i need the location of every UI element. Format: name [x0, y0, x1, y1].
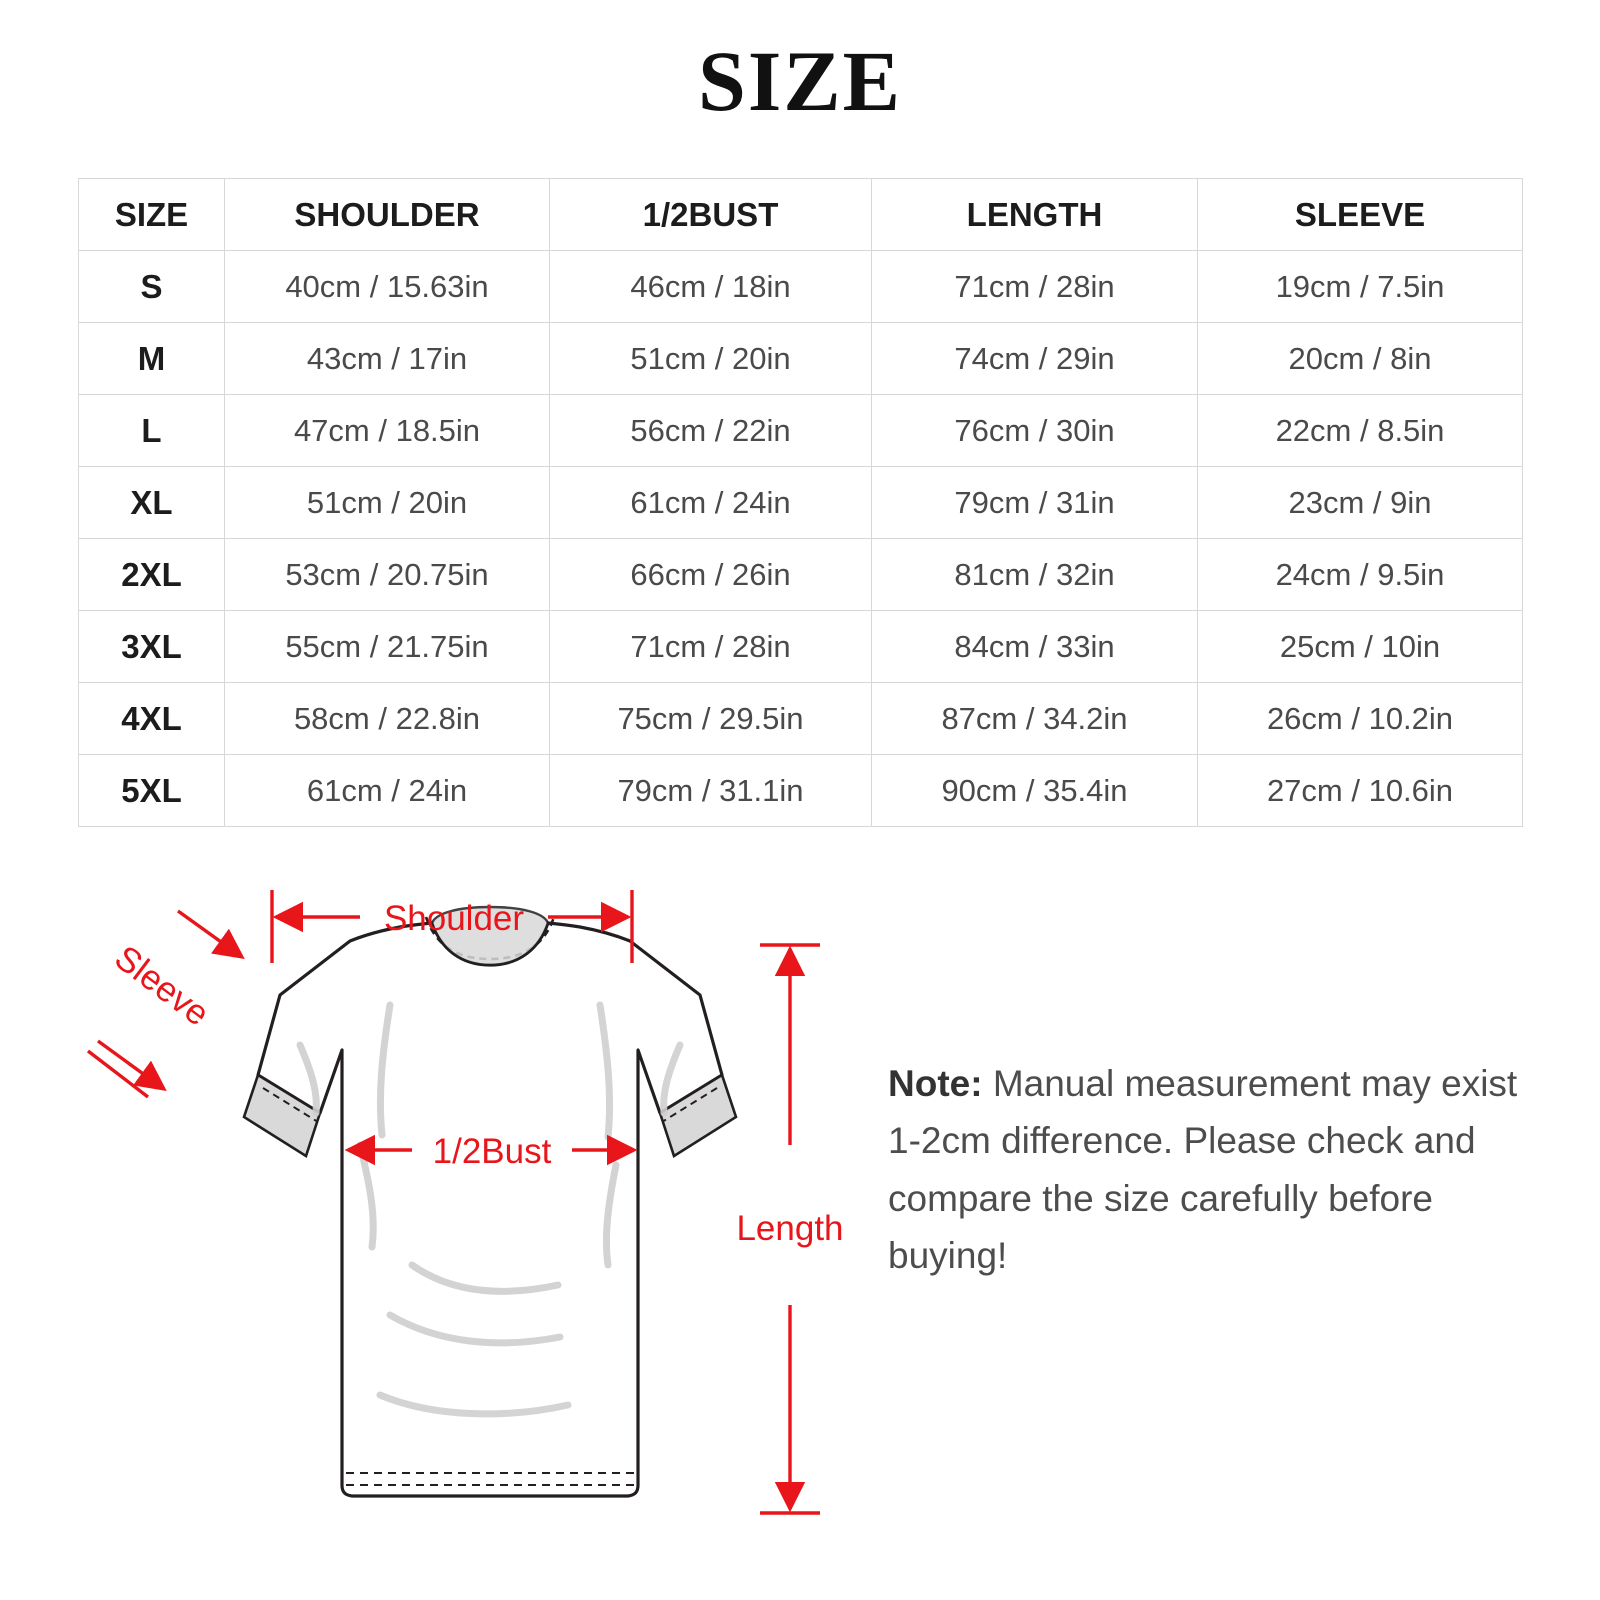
table-row — [79, 683, 1523, 755]
cell-size: 4XL — [79, 683, 225, 755]
table-header-row — [79, 179, 1523, 251]
cell-bust: 75cm / 29.5in — [550, 683, 872, 755]
page-title: SIZE — [697, 33, 903, 129]
cell-shoulder: 53cm / 20.75in — [225, 539, 550, 611]
measurement-diagram — [60, 845, 860, 1585]
cell-shoulder: 40cm / 15.63in — [225, 251, 550, 323]
table-row — [79, 467, 1523, 539]
cell-length: 87cm / 34.2in — [872, 683, 1198, 755]
cell-length: 84cm / 33in — [872, 611, 1198, 683]
column-header-bust: 1/2BUST — [550, 179, 872, 251]
label-sleeve: Sleeve — [107, 938, 217, 1034]
cell-size: S — [79, 251, 225, 323]
cell-length: 74cm / 29in — [872, 323, 1198, 395]
cell-size: M — [79, 323, 225, 395]
cell-sleeve: 23cm / 9in — [1198, 467, 1523, 539]
cell-bust: 79cm / 31.1in — [550, 755, 872, 827]
cell-size: XL — [79, 467, 225, 539]
cell-shoulder: 47cm / 18.5in — [225, 395, 550, 467]
cell-size: L — [79, 395, 225, 467]
cell-sleeve: 20cm / 8in — [1198, 323, 1523, 395]
cell-length: 90cm / 35.4in — [872, 755, 1198, 827]
label-bust: 1/2Bust — [432, 1132, 552, 1171]
column-header-size: SIZE — [79, 179, 225, 251]
cell-sleeve: 25cm / 10in — [1198, 611, 1523, 683]
cell-length: 76cm / 30in — [872, 395, 1198, 467]
cell-length: 71cm / 28in — [872, 251, 1198, 323]
label-length: Length — [736, 1209, 844, 1248]
cell-sleeve: 27cm / 10.6in — [1198, 755, 1523, 827]
cell-size: 5XL — [79, 755, 225, 827]
cell-bust: 71cm / 28in — [550, 611, 872, 683]
cell-shoulder: 58cm / 22.8in — [225, 683, 550, 755]
cell-bust: 66cm / 26in — [550, 539, 872, 611]
size-chart-table — [78, 178, 1523, 827]
cell-shoulder: 55cm / 21.75in — [225, 611, 550, 683]
cell-size: 3XL — [79, 611, 225, 683]
cell-size: 2XL — [79, 539, 225, 611]
cell-shoulder: 61cm / 24in — [225, 755, 550, 827]
column-header-shoulder: SHOULDER — [225, 179, 550, 251]
cell-bust: 46cm / 18in — [550, 251, 872, 323]
cell-bust: 51cm / 20in — [550, 323, 872, 395]
cell-shoulder: 51cm / 20in — [225, 467, 550, 539]
cell-bust: 56cm / 22in — [550, 395, 872, 467]
table-row — [79, 611, 1523, 683]
tshirt-illustration — [258, 923, 722, 1496]
cell-sleeve: 22cm / 8.5in — [1198, 395, 1523, 467]
column-header-length: LENGTH — [872, 179, 1198, 251]
note-lead: Note: — [888, 1063, 983, 1104]
cell-shoulder: 43cm / 17in — [225, 323, 550, 395]
cell-sleeve: 26cm / 10.2in — [1198, 683, 1523, 755]
cell-length: 79cm / 31in — [872, 467, 1198, 539]
cell-length: 81cm / 32in — [872, 539, 1198, 611]
cell-bust: 61cm / 24in — [550, 467, 872, 539]
note-body: Manual measurement may exist 1-2cm difference. Please check and compare the size carefully before buying! — [888, 1063, 1518, 1277]
note-text — [888, 1055, 1528, 1284]
label-shoulder: Shoulder — [383, 899, 525, 938]
table-row — [79, 755, 1523, 827]
cell-sleeve: 19cm / 7.5in — [1198, 251, 1523, 323]
cell-sleeve: 24cm / 9.5in — [1198, 539, 1523, 611]
column-header-sleeve: SLEEVE — [1198, 179, 1523, 251]
table-row — [79, 251, 1523, 323]
table-row — [79, 539, 1523, 611]
table-row — [79, 323, 1523, 395]
table-row — [79, 395, 1523, 467]
